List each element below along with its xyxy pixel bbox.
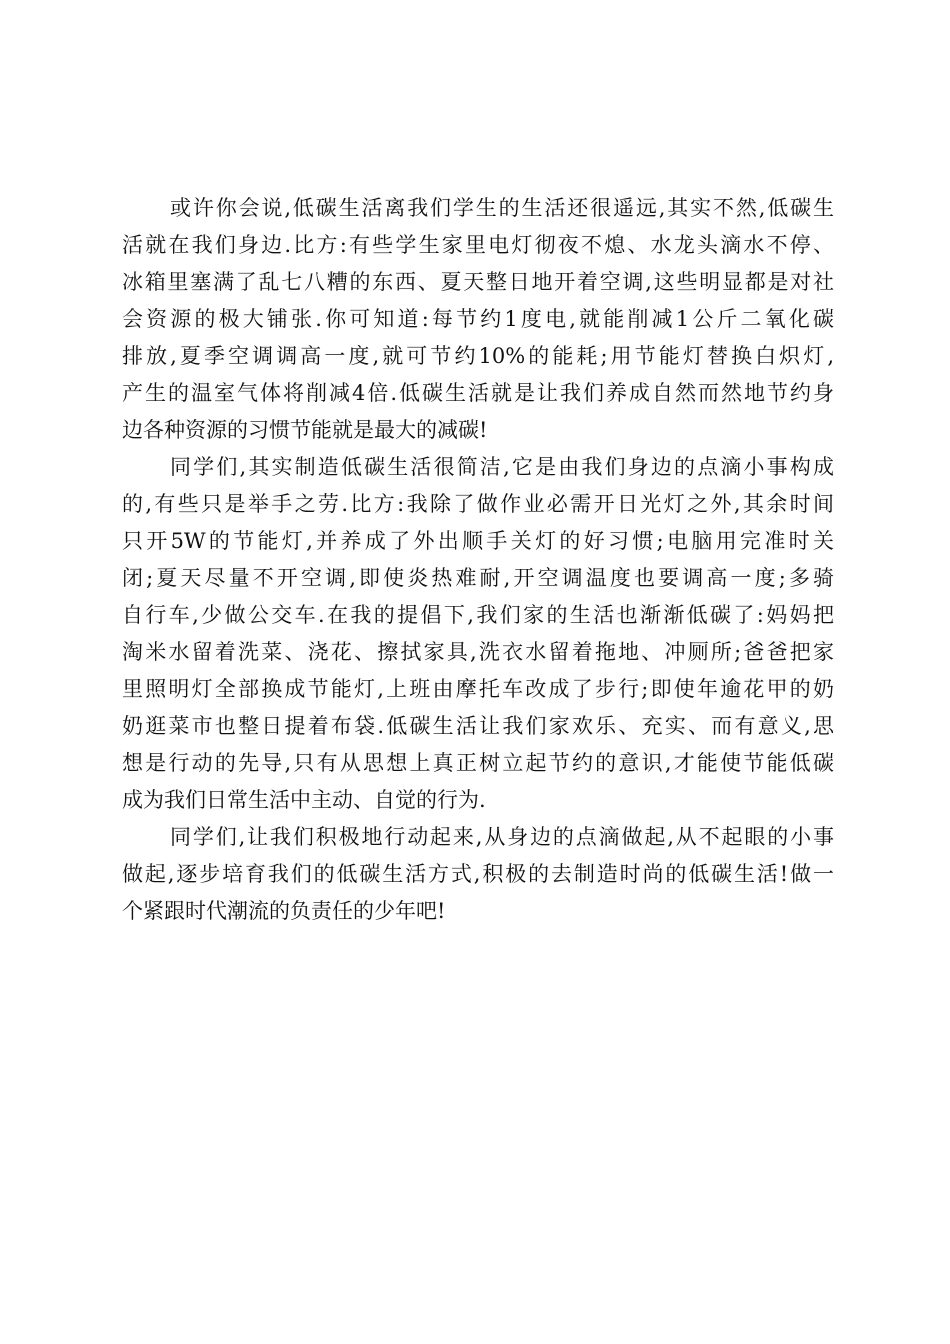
text-line: 同学们,让我们积极地行动起来,从身边的点滴做起,从不起眼的小事 (170, 825, 834, 849)
text-line: 的,有些只是举手之劳.比方:我除了做作业必需开日光灯之外,其余时间 (122, 492, 834, 516)
text-line: 产生的温室气体将削减4倍.低碳生活就是让我们养成自然而然地节约身 (122, 381, 834, 405)
paragraph-2 (122, 449, 834, 819)
text-line: 奶逛菜市也整日提着布袋.低碳生活让我们家欢乐、充实、而有意义,思 (122, 714, 834, 738)
paragraph-1 (122, 190, 834, 449)
text-line: 冰箱里塞满了乱七八糟的东西、夏天整日地开着空调,这些明显都是对社 (122, 270, 834, 294)
text-line: 同学们,其实制造低碳生活很简洁,它是由我们身边的点滴小事构成 (170, 455, 834, 479)
text-line: 想是行动的先导,只有从思想上真正树立起节约的意识,才能使节能低碳 (122, 751, 834, 775)
text-line: 会资源的极大铺张.你可知道:每节约1度电,就能削减1公斤二氧化碳 (122, 307, 834, 331)
text-line: 个紧跟时代潮流的负责任的少年吧! (122, 899, 446, 923)
text-line: 里照明灯全部换成节能灯,上班由摩托车改成了步行;即使年逾花甲的奶 (122, 677, 834, 701)
text-line: 淘米水留着洗菜、浇花、擦拭家具,洗衣水留着拖地、冲厕所;爸爸把家 (122, 640, 834, 664)
text-line: 边各种资源的习惯节能就是最大的减碳! (122, 418, 488, 442)
text-line: 排放,夏季空调调高一度,就可节约10%的能耗;用节能灯替换白炽灯, (122, 344, 834, 368)
text-line: 做起,逐步培育我们的低碳生活方式,积极的去制造时尚的低碳生活!做一 (122, 862, 834, 886)
text-line: 或许你会说,低碳生活离我们学生的生活还很遥远,其实不然,低碳生 (170, 196, 834, 220)
text-line: 自行车,少做公交车.在我的提倡下,我们家的生活也渐渐低碳了:妈妈把 (122, 603, 834, 627)
text-line: 只开5W的节能灯,并养成了外出顺手关灯的好习惯;电脑用完准时关 (122, 529, 834, 553)
text-line: 成为我们日常生活中主动、自觉的行为. (122, 788, 486, 812)
document-body (122, 190, 834, 930)
text-line: 活就在我们身边.比方:有些学生家里电灯彻夜不熄、水龙头滴水不停、 (122, 233, 834, 257)
text-line: 闭;夏天尽量不开空调,即使炎热难耐,开空调温度也要调高一度;多骑 (122, 566, 834, 590)
paragraph-3 (122, 819, 834, 930)
